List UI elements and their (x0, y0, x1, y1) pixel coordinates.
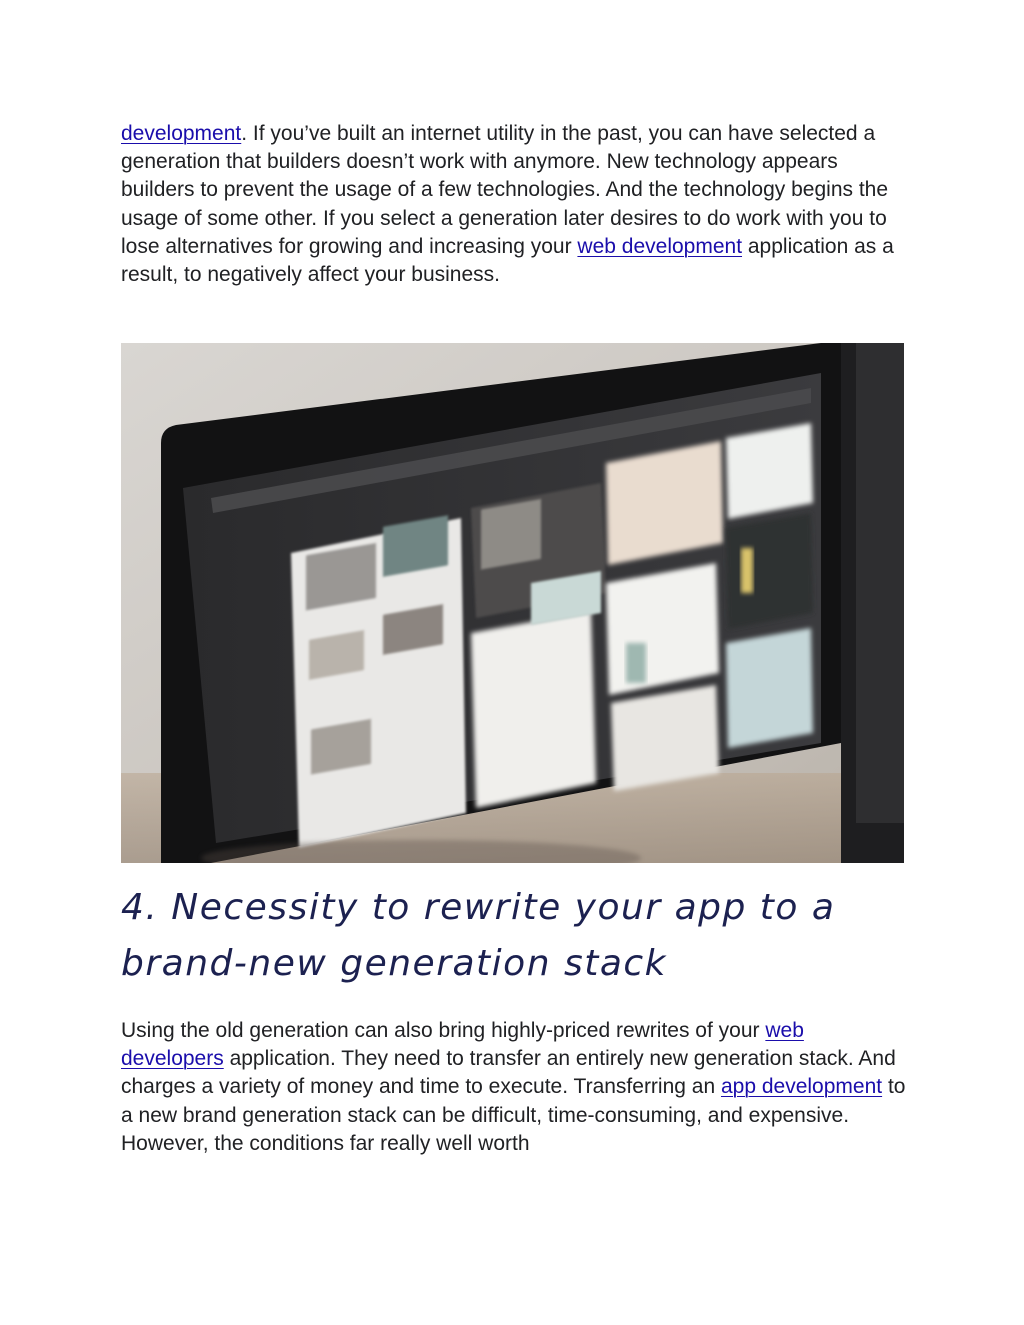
development-link[interactable]: development (121, 122, 242, 145)
body-paragraph (121, 1017, 911, 1158)
monitor-photo (121, 343, 904, 863)
web-developers-link[interactable]: web developers (121, 1019, 804, 1071)
app-development-link[interactable]: app development (720, 1075, 883, 1099)
body-text-part-1: Using the old generation can also bring highly-priced rewrites of your (121, 1019, 766, 1042)
body-text-part-2: application. They need to transfer an entirely new generation stack. And charges a variety of money and time to execute. Transferring an (121, 1047, 896, 1099)
section-heading: 4. Necessity to rewrite your app to a brand-new generation stack (121, 887, 836, 984)
intro-text-part-2: application as a result, to negatively affect your business. (121, 234, 894, 287)
intro-text-part-1: . If you’ve built an internet utility in the past, you can have selected a generation that builders doesn’t work with anymore. New technology appears builders to prevent the usage of a few technologies. And the technology begins the usage of some other. If you select a generation later desires to do work with you to lose alternatives for growing and increasing your (121, 122, 889, 258)
intro-paragraph (121, 120, 911, 289)
web-development-link[interactable]: web development (577, 234, 743, 258)
body-text-part-3: to a new brand generation stack can be difficult, time-consuming, and expensive. However, the conditions far really well worth (121, 1075, 906, 1155)
